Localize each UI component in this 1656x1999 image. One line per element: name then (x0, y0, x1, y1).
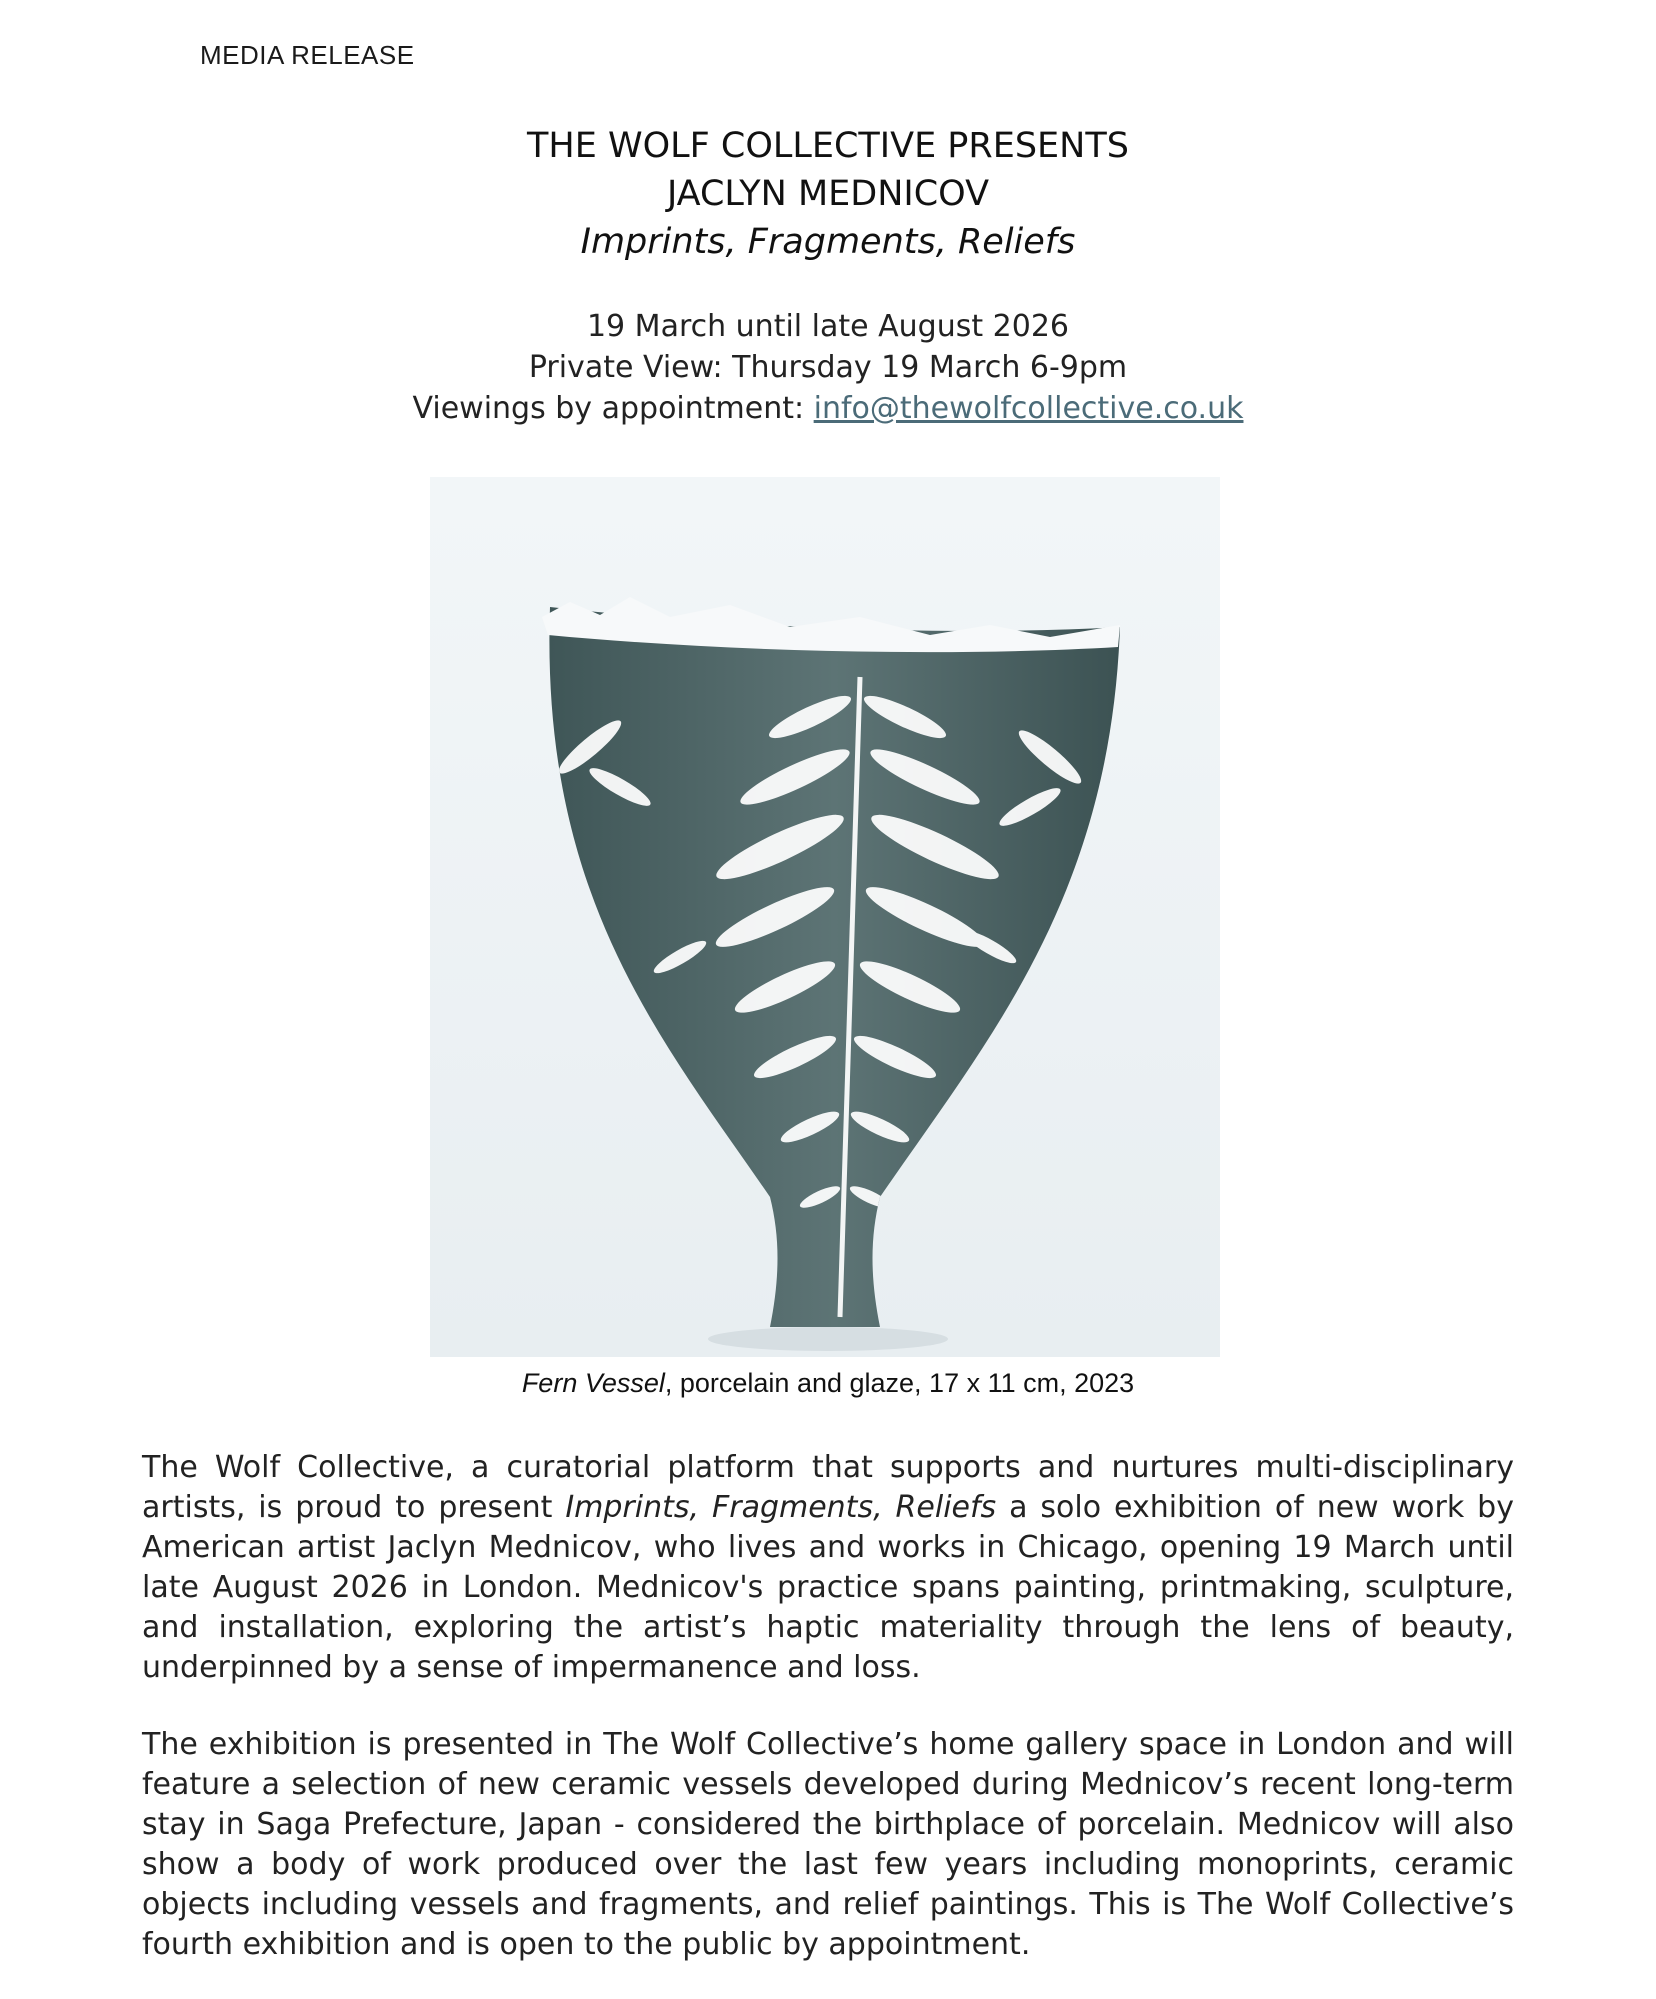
vessel-shadow (708, 1327, 948, 1351)
viewings-line (0, 388, 1656, 429)
exhibition-details (0, 306, 1656, 429)
viewings-prefix: Viewings by appointment: (412, 391, 814, 426)
fern-vessel-image (430, 477, 1220, 1357)
intro-paragraph (142, 1448, 1514, 1688)
intro-exhibition-title: Imprints, Fragments, Reliefs (565, 1490, 997, 1525)
artwork-title: Fern Vessel (521, 1368, 665, 1398)
presenter-title: THE WOLF COLLECTIVE PRESENTS (527, 126, 1129, 166)
exhibition-dates: 19 March until late August 2026 (586, 309, 1070, 344)
exhibition-paragraph: The exhibition is presented in The Wolf Collective’s home gallery space in London and will feature a selection of new ceramic vessels developed during Mednicov’s recent long-term stay in Saga Prefecture, Japan - considered the birthplace of porcelain. Mednicov will also show a body of work produced over the last few years including monoprints, ceramic objects including vessels and fragments, and relief paintings. This is The Wolf Collective’s fourth exhibition and is open to the public by appointment. (142, 1727, 1514, 1962)
exhibition-title: Imprints, Fragments, Reliefs (580, 222, 1076, 262)
media-release-label: MEDIA RELEASE (200, 40, 415, 70)
private-view: Private View: Thursday 19 March 6-9pm (528, 350, 1128, 385)
release-heading (0, 122, 1656, 266)
figure-caption (0, 1368, 1656, 1399)
intro-text-end: a solo exhibition of new work by American artist Jaclyn Mednicov, who lives and works in Chicago, opening 19 March until late August 2026 in London. Mednicov's practice spans painting, printmaking, sculpture, and installation, exploring the artist’s haptic materiality through the lens of beauty, underpinned by a sense of impermanence and loss. (142, 1490, 1514, 1685)
artist-name: JACLYN MEDNICOV (666, 174, 990, 214)
contact-email-link[interactable]: info@thewolfcollective.co.uk (813, 391, 1244, 426)
intro-text-start: The Wolf Collective, a curatorial platform that supports and nurtures multi-disciplinary artists, is proud to present (142, 1450, 1514, 1525)
artwork-details: , porcelain and glaze, 17 x 11 cm, 2023 (664, 1368, 1135, 1398)
